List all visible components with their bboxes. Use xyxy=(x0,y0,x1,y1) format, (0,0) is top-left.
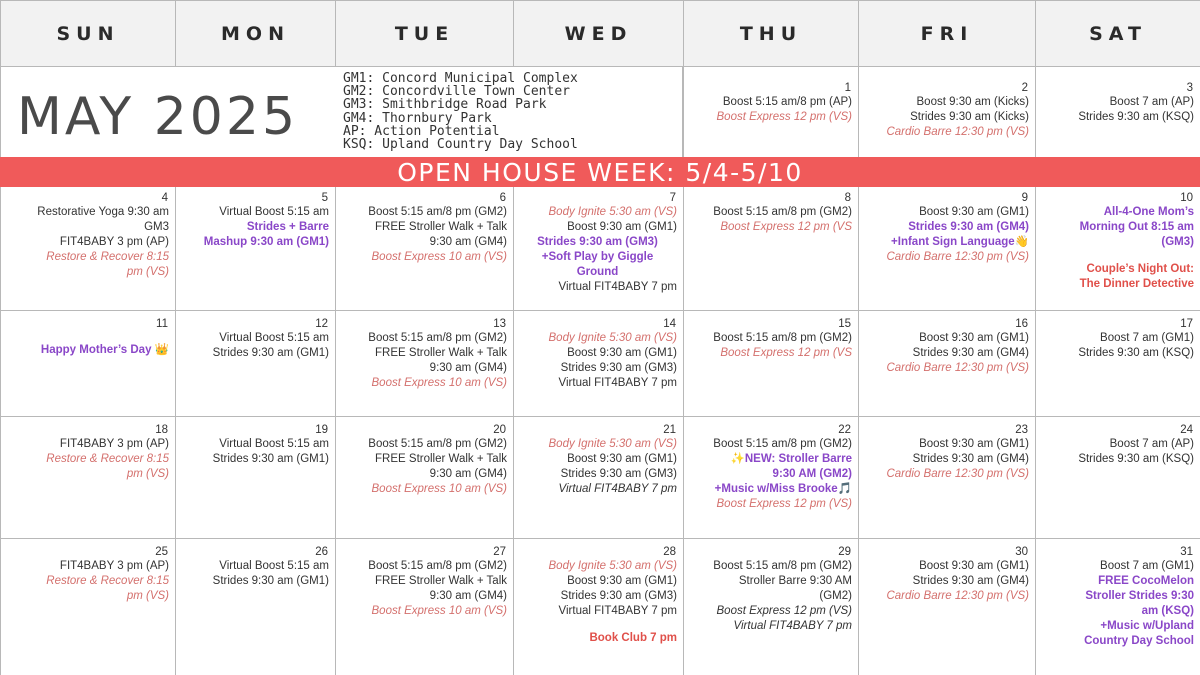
event-line: Boost 9:30 am (GM1) xyxy=(567,347,677,359)
day-number: 10 xyxy=(1180,192,1193,204)
event-line: 9:30 am (GM4) xyxy=(429,362,507,374)
day-cell-8[interactable] xyxy=(683,186,859,311)
event-line: +Music w/Miss Brooke🎵 xyxy=(714,483,852,495)
day-number: 16 xyxy=(1015,318,1028,330)
event-line: Restore & Recover 8:15 xyxy=(46,453,169,465)
event-line: GM3 xyxy=(144,221,169,233)
event-line: 9:30 am (GM4) xyxy=(429,590,507,602)
day-cell-27[interactable] xyxy=(335,538,514,675)
event-line: Boost 5:15 am/8 pm (GM2) xyxy=(368,560,507,572)
event-line: Boost 7 am (AP) xyxy=(1109,438,1194,450)
event-line: Virtual Boost 5:15 am xyxy=(219,206,329,218)
day-cell-15[interactable] xyxy=(683,310,859,417)
event-line: Restore & Recover 8:15 xyxy=(46,575,169,587)
event-line: FREE Stroller Walk + Talk xyxy=(375,347,507,359)
day-cell-5[interactable] xyxy=(175,186,336,311)
event-line: Strides 9:30 am (GM3) xyxy=(560,468,677,480)
day-cell-22[interactable] xyxy=(683,416,859,539)
day-number: 12 xyxy=(315,318,328,330)
event-line: Book Club 7 pm xyxy=(589,632,677,644)
event-line: Stroller Strides 9:30 xyxy=(1085,590,1194,602)
day-cell-9[interactable] xyxy=(858,186,1036,311)
day-number: 9 xyxy=(1021,192,1028,204)
event-line: 9:30 AM (GM2) xyxy=(772,468,852,480)
event-line: Boost 9:30 am (GM1) xyxy=(919,560,1029,572)
event-line: Strides 9:30 am (GM3) xyxy=(560,590,677,602)
event-line: Virtual FIT4BABY 7 pm xyxy=(558,483,677,495)
day-number: 8 xyxy=(844,192,851,204)
event-line: Boost Express 12 pm (VS xyxy=(720,347,852,359)
day-cell-30[interactable] xyxy=(858,538,1036,675)
day-cell-12[interactable] xyxy=(175,310,336,417)
event-line: Boost 5:15 am/8 pm (GM2) xyxy=(713,332,852,344)
event-line: Boost 5:15 am/8 pm (GM2) xyxy=(368,332,507,344)
event-line: Boost 5:15 am/8 pm (AP) xyxy=(722,96,852,108)
weekday-header-mon: MON xyxy=(175,0,336,67)
day-cell-16[interactable] xyxy=(858,310,1036,417)
event-line: Body Ignite 5:30 am (VS) xyxy=(548,438,677,450)
event-line: Boost 9:30 am (GM1) xyxy=(919,438,1029,450)
day-number: 14 xyxy=(663,318,676,330)
event-line: 9:30 am (GM4) xyxy=(429,468,507,480)
day-number: 17 xyxy=(1180,318,1193,330)
event-line: Strides + Barre xyxy=(246,221,329,233)
day-cell-10[interactable] xyxy=(1035,186,1200,311)
event-line: Boost 5:15 am/8 pm (GM2) xyxy=(368,206,507,218)
day-number: 23 xyxy=(1015,424,1028,436)
event-line: Boost Express 12 pm (VS) xyxy=(716,498,852,510)
day-cell-31[interactable] xyxy=(1035,538,1200,675)
event-line: Strides 9:30 am (KSQ) xyxy=(1078,111,1194,123)
event-line: Happy Mother’s Day 👑 xyxy=(40,344,169,356)
event-line: Strides 9:30 am (GM4) xyxy=(912,575,1029,587)
event-line: ✨NEW: Stroller Barre xyxy=(730,453,852,465)
location-legend xyxy=(343,72,578,151)
day-cell-21[interactable] xyxy=(513,416,684,539)
event-line: Strides 9:30 am (GM3) xyxy=(537,236,658,248)
legend-item: AP: Action Potential xyxy=(343,123,500,139)
event-line: 9:30 am (GM4) xyxy=(429,236,507,248)
day-cell-17[interactable] xyxy=(1035,310,1200,417)
day-number: 7 xyxy=(669,192,676,204)
event-line: All-4-One Mom’s xyxy=(1103,206,1194,218)
legend-item: KSQ: Upland Country Day School xyxy=(343,137,578,153)
day-number: 21 xyxy=(663,424,676,436)
event-line: Strides 9:30 am (GM4) xyxy=(912,347,1029,359)
day-cell-6[interactable] xyxy=(335,186,514,311)
event-line: Strides 9:30 am (GM1) xyxy=(212,347,329,359)
event-line: Boost Express 12 pm (VS xyxy=(720,221,852,233)
event-line: Couple’s Night Out: xyxy=(1086,263,1194,275)
event-line: +Music w/Upland xyxy=(1100,620,1194,632)
day-cell-23[interactable] xyxy=(858,416,1036,539)
event-line: Boost 7 am (GM1) xyxy=(1100,560,1194,572)
day-number: 6 xyxy=(499,192,506,204)
event-line: Boost Express 12 pm (VS) xyxy=(716,111,852,123)
event-line: am (KSQ) xyxy=(1141,605,1194,617)
event-line: Country Day School xyxy=(1084,635,1194,647)
legend-item: GM3: Smithbridge Road Park xyxy=(343,97,547,113)
event-line: Boost 5:15 am/8 pm (GM2) xyxy=(368,438,507,450)
event-line: Morning Out 8:15 am xyxy=(1079,221,1194,233)
event-line: Boost Express 10 am (VS) xyxy=(371,483,507,495)
day-cell-29[interactable] xyxy=(683,538,859,675)
event-line: Strides 9:30 am (Kicks) xyxy=(910,111,1029,123)
legend-item: GM4: Thornbury Park xyxy=(343,110,492,126)
event-line: Virtual FIT4BABY 7 pm xyxy=(558,605,677,617)
event-line: FREE Stroller Walk + Talk xyxy=(375,575,507,587)
event-line: Strides 9:30 am (GM3) xyxy=(560,362,677,374)
day-number: 15 xyxy=(838,318,851,330)
event-line: Boost 9:30 am (GM1) xyxy=(567,221,677,233)
day-cell-18[interactable] xyxy=(0,416,176,539)
event-line: Boost Express 10 am (VS) xyxy=(371,377,507,389)
event-line: Restorative Yoga 9:30 am xyxy=(37,206,169,218)
day-cell-24[interactable] xyxy=(1035,416,1200,539)
event-line: FREE Stroller Walk + Talk xyxy=(375,221,507,233)
day-number: 27 xyxy=(493,546,506,558)
event-line: pm (VS) xyxy=(126,266,169,278)
month-header-cell xyxy=(0,66,683,158)
event-line: Virtual FIT4BABY 7 pm xyxy=(733,620,852,632)
day-number: 26 xyxy=(315,546,328,558)
event-line: FREE Stroller Walk + Talk xyxy=(375,453,507,465)
day-number: 30 xyxy=(1015,546,1028,558)
event-line: FREE CocoMelon xyxy=(1098,575,1194,587)
legend-item: GM2: Concordville Town Center xyxy=(343,84,570,100)
event-line: Virtual FIT4BABY 7 pm xyxy=(558,281,677,293)
event-line: Virtual Boost 5:15 am xyxy=(219,438,329,450)
month-title: MAY 2025 xyxy=(17,87,299,147)
day-number: 29 xyxy=(838,546,851,558)
weekday-header-fri: FRI xyxy=(858,0,1036,67)
day-number: 11 xyxy=(156,318,168,330)
event-line: Boost 9:30 am (GM1) xyxy=(567,575,677,587)
day-number: 5 xyxy=(321,192,328,204)
day-number: 4 xyxy=(161,192,168,204)
event-line: FIT4BABY 3 pm (AP) xyxy=(59,560,169,572)
weekday-header-thu: THU xyxy=(683,0,859,67)
day-cell-4[interactable] xyxy=(0,186,176,311)
event-line: FIT4BABY 3 pm (AP) xyxy=(59,236,169,248)
day-number: 24 xyxy=(1180,424,1193,436)
event-line: Virtual FIT4BABY 7 pm xyxy=(558,377,677,389)
day-cell-28[interactable] xyxy=(513,538,684,675)
event-line: Virtual Boost 5:15 am xyxy=(219,560,329,572)
day-number: 31 xyxy=(1180,546,1193,558)
event-line: FIT4BABY 3 pm (AP) xyxy=(59,438,169,450)
day-number: 18 xyxy=(155,424,168,436)
event-line: Boost 5:15 am/8 pm (GM2) xyxy=(713,560,852,572)
day-cell-7[interactable] xyxy=(513,186,684,311)
event-line: Cardio Barre 12:30 pm (VS) xyxy=(886,251,1029,263)
event-line: Boost Express 10 am (VS) xyxy=(371,605,507,617)
event-line: Body Ignite 5:30 am (VS) xyxy=(548,560,677,572)
event-line: Virtual Boost 5:15 am xyxy=(219,332,329,344)
event-line: Ground xyxy=(576,266,619,278)
event-line: pm (VS) xyxy=(126,468,169,480)
event-line: Boost Express 10 am (VS) xyxy=(371,251,507,263)
event-line: Cardio Barre 12:30 pm (VS) xyxy=(886,468,1029,480)
event-line: Boost 9:30 am (Kicks) xyxy=(916,96,1029,108)
day-cell-26[interactable] xyxy=(175,538,336,675)
event-line: Stroller Barre 9:30 AM xyxy=(738,575,852,587)
event-line: Boost 9:30 am (GM1) xyxy=(919,332,1029,344)
day-number: 28 xyxy=(663,546,676,558)
event-line: Boost Express 12 pm (VS) xyxy=(716,605,852,617)
event-line: Boost 7 am (GM1) xyxy=(1100,332,1194,344)
event-line: Boost 5:15 am/8 pm (GM2) xyxy=(713,438,852,450)
day-cell-19[interactable] xyxy=(175,416,336,539)
event-line: +Soft Play by Giggle xyxy=(541,251,654,263)
day-number: 25 xyxy=(155,546,168,558)
day-number: 3 xyxy=(1186,82,1193,94)
weekday-header-tue: TUE xyxy=(335,0,514,67)
event-line: Cardio Barre 12:30 pm (VS) xyxy=(886,126,1029,138)
open-house-banner: OPEN HOUSE WEEK: 5/4-5/10 xyxy=(0,157,1200,187)
event-line: Strides 9:30 am (GM4) xyxy=(912,453,1029,465)
event-line: +Infant Sign Language👋 xyxy=(891,236,1029,248)
event-line: Boost 7 am (AP) xyxy=(1109,96,1194,108)
day-cell-11[interactable] xyxy=(0,310,176,417)
event-line: Boost 9:30 am (GM1) xyxy=(567,453,677,465)
day-cell-14[interactable] xyxy=(513,310,684,417)
day-number: 20 xyxy=(493,424,506,436)
day-number: 1 xyxy=(844,82,851,94)
event-line: Strides 9:30 am (KSQ) xyxy=(1078,453,1194,465)
event-line: Mashup 9:30 am (GM1) xyxy=(203,236,329,248)
event-line: (GM3) xyxy=(1161,236,1194,248)
event-line: pm (VS) xyxy=(126,590,169,602)
legend-item: GM1: Concord Municipal Complex xyxy=(343,71,578,86)
event-line: Body Ignite 5:30 am (VS) xyxy=(548,206,677,218)
day-cell-20[interactable] xyxy=(335,416,514,539)
event-line: Body Ignite 5:30 am (VS) xyxy=(548,332,677,344)
day-number: 2 xyxy=(1021,82,1028,94)
day-number: 22 xyxy=(838,424,851,436)
event-line: The Dinner Detective xyxy=(1079,278,1194,290)
event-line: Boost 5:15 am/8 pm (GM2) xyxy=(713,206,852,218)
event-line: Strides 9:30 am (GM1) xyxy=(212,453,329,465)
event-line: Cardio Barre 12:30 pm (VS) xyxy=(886,590,1029,602)
weekday-header-sun: SUN xyxy=(0,0,176,67)
event-line: Strides 9:30 am (GM4) xyxy=(908,221,1029,233)
event-line: Cardio Barre 12:30 pm (VS) xyxy=(886,362,1029,374)
day-cell-25[interactable] xyxy=(0,538,176,675)
day-number: 13 xyxy=(493,318,506,330)
day-cell-13[interactable] xyxy=(335,310,514,417)
event-line: Strides 9:30 am (GM1) xyxy=(212,575,329,587)
event-line: (GM2) xyxy=(819,590,852,602)
weekday-header-sat: SAT xyxy=(1035,0,1200,67)
day-number: 19 xyxy=(315,424,328,436)
event-line: Boost 9:30 am (GM1) xyxy=(919,206,1029,218)
weekday-header-wed: WED xyxy=(513,0,684,67)
event-line: Restore & Recover 8:15 xyxy=(46,251,169,263)
event-line: Strides 9:30 am (KSQ) xyxy=(1078,347,1194,359)
